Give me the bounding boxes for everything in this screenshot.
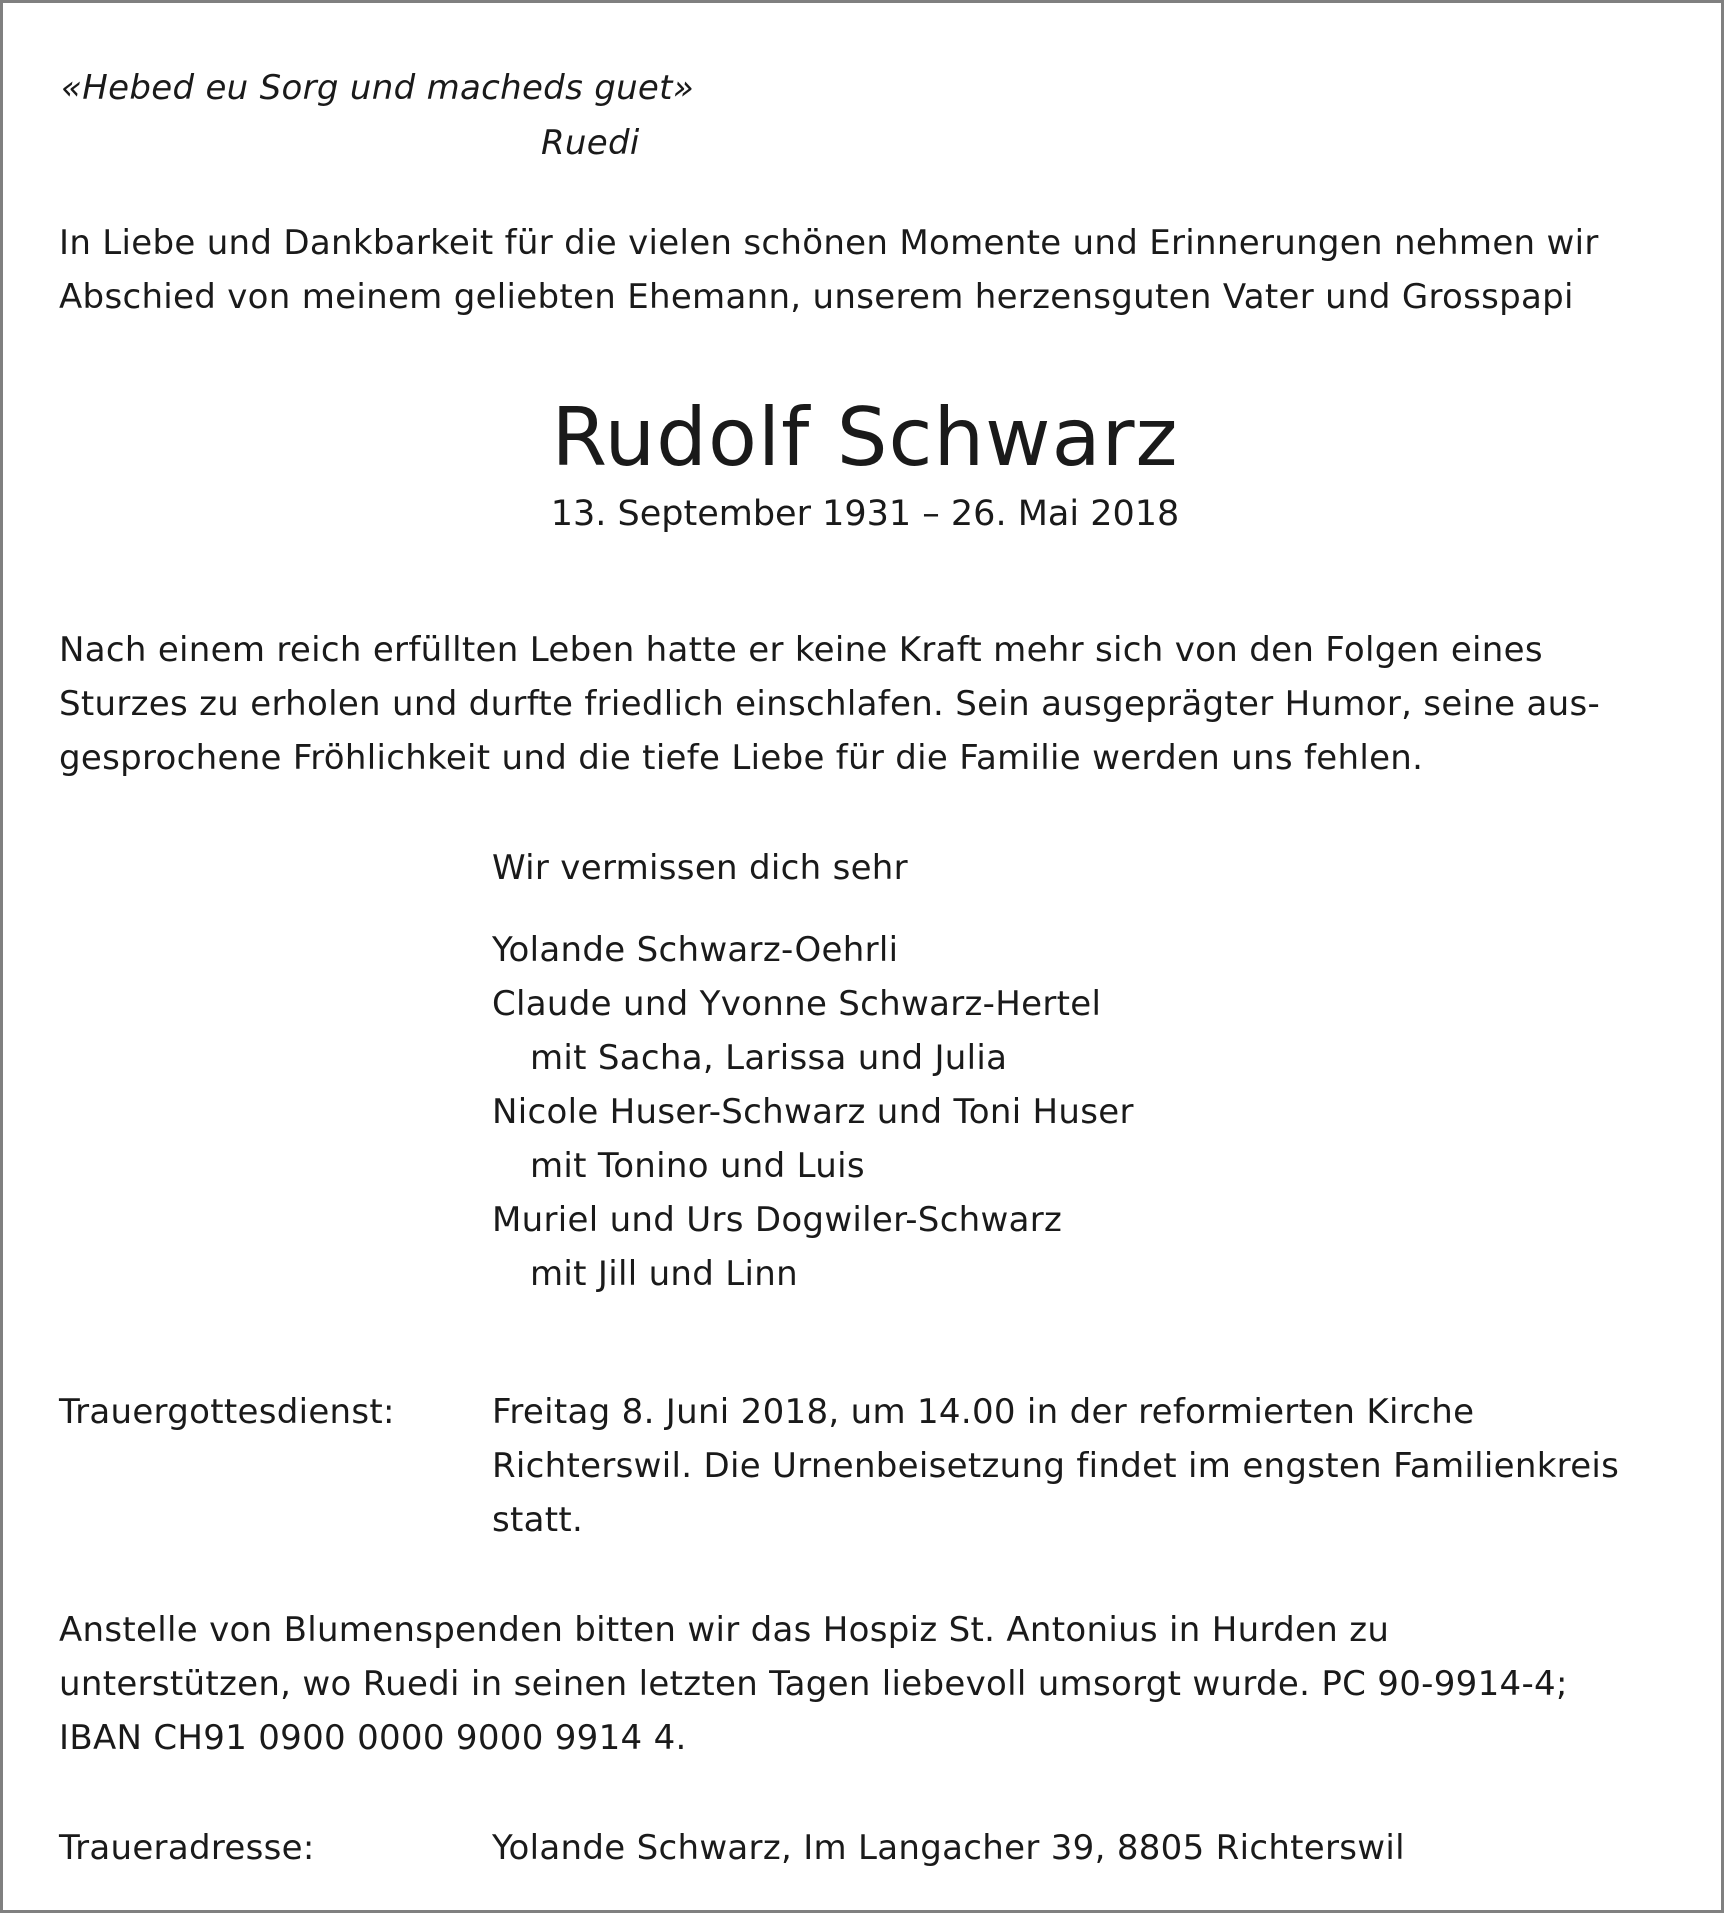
family-member-children: mit Tonino und Luis — [530, 1146, 865, 1186]
family-member-children: mit Jill und Linn — [530, 1254, 798, 1294]
tribute-line: gesprochene Fröhlichkeit und die tiefe Liebe für die Familie werden uns fehlen. — [59, 738, 1424, 778]
intro-line: In Liebe und Dankbarkeit für die vielen schönen Momente und Erinnerungen nehmen wir — [59, 223, 1599, 263]
family-closing: Wir vermissen dich sehr — [492, 848, 908, 888]
service-line: statt. — [492, 1500, 584, 1540]
donation-line: IBAN CH91 0900 0000 9000 9914 4. — [59, 1718, 687, 1758]
family-member: Yolande Schwarz-Oehrli — [492, 930, 899, 970]
family-member-children: mit Sacha, Larissa und Julia — [530, 1038, 1008, 1078]
deceased-name: Rudolf Schwarz — [551, 391, 1179, 484]
deceased-dates: 13. September 1931 – 26. Mai 2018 — [550, 494, 1180, 534]
family-member: Nicole Huser-Schwarz und Toni Huser — [492, 1092, 1134, 1132]
motto-signature: Ruedi — [541, 123, 640, 163]
family-member: Claude und Yvonne Schwarz-Hertel — [492, 984, 1102, 1024]
tribute-line: Nach einem reich erfüllten Leben hatte er keine Kraft mehr sich von den Folgen eines — [59, 630, 1543, 670]
service-line: Freitag 8. Juni 2018, um 14.00 in der reformierten Kirche — [492, 1392, 1475, 1432]
service-line: Richterswil. Die Urnenbeisetzung findet im engsten Familienkreis — [492, 1446, 1620, 1486]
donation-line: Anstelle von Blumenspenden bitten wir das Hospiz St. Antonius in Hurden zu — [59, 1610, 1390, 1650]
tribute-line: Sturzes zu erholen und durfte friedlich einschlafen. Sein ausgeprägter Humor, seine aus- — [59, 684, 1601, 724]
donation-line: unterstützen, wo Ruedi in seinen letzten Tagen liebevoll umsorgt wurde. PC 90-9914-4; — [59, 1664, 1568, 1704]
address-value: Yolande Schwarz, Im Langacher 39, 8805 Richterswil — [492, 1828, 1405, 1868]
service-label: Trauergottesdienst: — [59, 1392, 395, 1432]
address-label: Traueradresse: — [59, 1828, 315, 1868]
motto-quote: «Hebed eu Sorg und macheds guet» — [61, 68, 695, 108]
intro-line: Abschied von meinem geliebten Ehemann, unserem herzensguten Vater und Grosspapi — [59, 277, 1574, 317]
family-member: Muriel und Urs Dogwiler-Schwarz — [492, 1200, 1063, 1240]
